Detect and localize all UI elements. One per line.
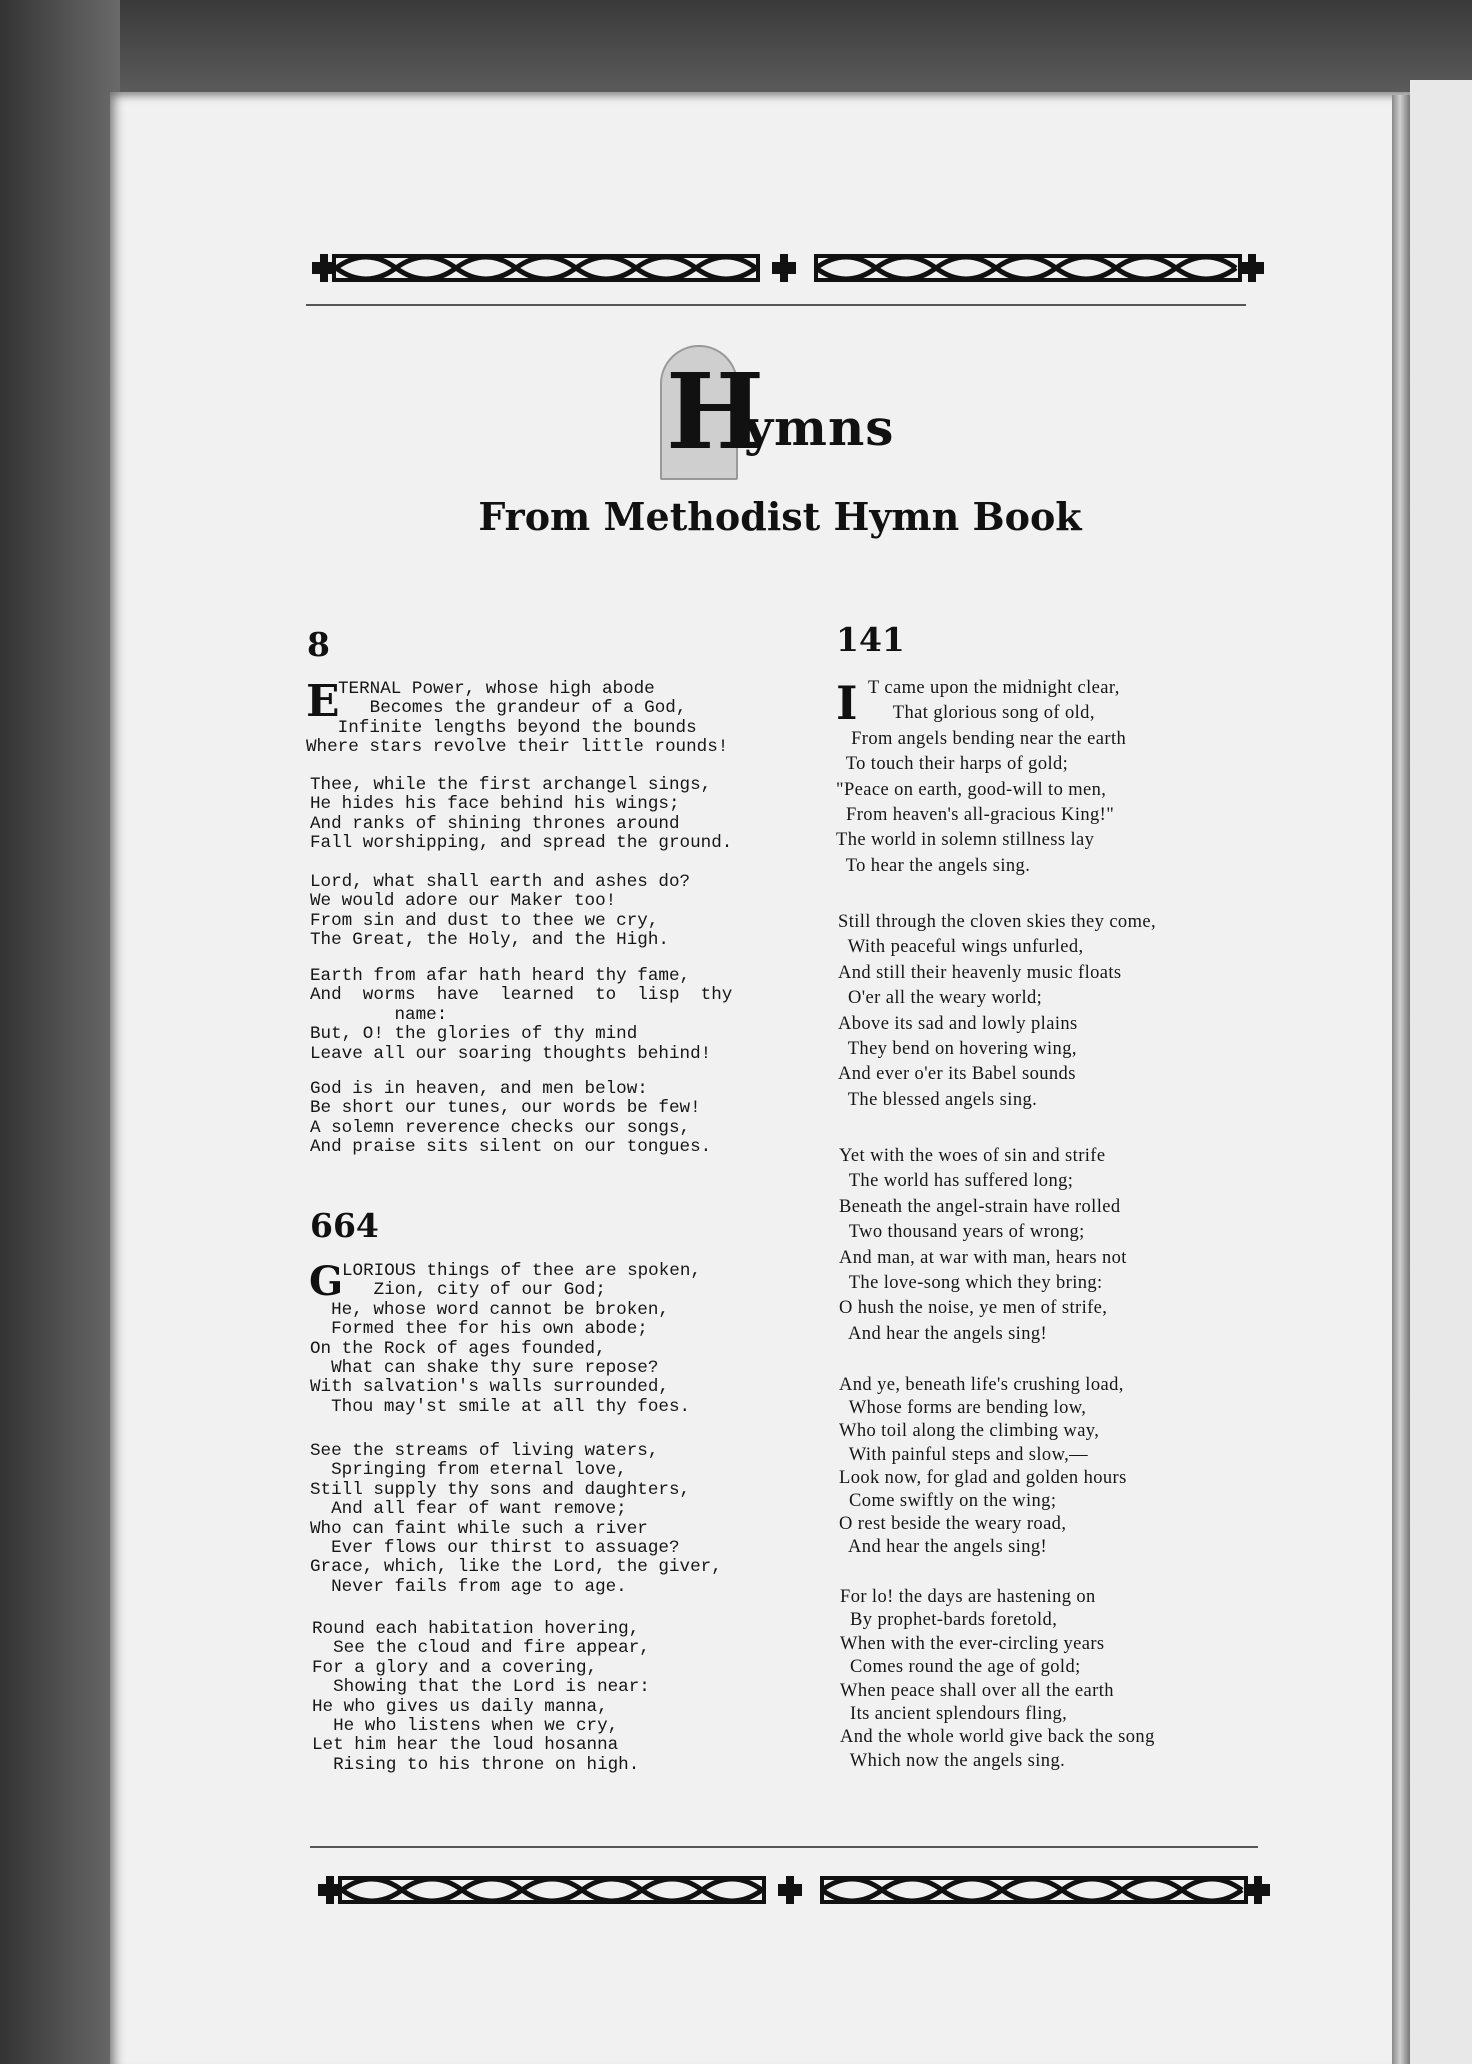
binding-gutter — [1392, 95, 1410, 2064]
verse-8-1: TERNAL Power, whose high abode Becomes the grandeur of a God, Infinite lengths beyond the bounds Where stars revolve their little rounds! — [306, 679, 729, 758]
verse-664-2: See the streams of living waters, Springing from eternal love, Still supply thy sons and daughters, And all fear of want remove; Who can faint while such a river Ever flows our thirst to assuage? Grace, which, like the Lord, the giver, Never fails from age to age. — [310, 1441, 722, 1597]
verse-141-1: T came upon the midnight clear, That glorious song of old, From angels bending near the earth To touch their harps of gold; "Peace on earth, good-will to men, From heaven's all-gracious King!" The world in solemn stillness lay To hear the angels sing. — [836, 678, 1127, 876]
scanner-edge-top — [0, 0, 1472, 95]
verse-141-5: For lo! the days are hastening on By prophet-bards foretold, When with the ever-circling years Comes round the age of gold; When peace shall over all the earth Its ancient splendours fling, And the whole world give back the song Which now the angels sing. — [840, 1587, 1155, 1771]
top-rule — [306, 304, 1246, 306]
ornamental-border-bottom — [312, 1864, 1274, 1916]
verse-664-1: LORIOUS things of thee are spoken, Zion, city of our God; He, whose word cannot be broken, Formed thee for his own abode; On the Rock of ages founded, What can shake thy sure repose? With salvation's walls surrounded, Thou may'st smile at all thy foes. — [310, 1261, 701, 1417]
verse-8-4: Earth from afar hath heard thy fame, And worms have learned to lisp thy name: But, O! the glories of thy mind Leave all our soaring thoughts behind! — [310, 966, 733, 1064]
scanner-edge-left — [0, 0, 120, 2064]
bottom-rule — [310, 1846, 1258, 1848]
hymn-number: 664 — [310, 1206, 379, 1245]
verse-141-3: Yet with the woes of sin and strife The world has suffered long; Beneath the angel-strain have rolled Two thousand years of wrong; And man, at war with man, hears not The love-song which they bring: O hush the noise, ye men of strife, And hear the angels sing! — [839, 1146, 1127, 1344]
verse-141-2: Still through the cloven skies they come, With peaceful wings unfurled, And still their heavenly music floats O'er all the weary world; Above its sad and lowly plains They bend on hovering wing, And ever o'er its Babel sounds The blessed angels sing. — [838, 912, 1157, 1110]
title-initial: H — [666, 350, 765, 473]
page-title: ymns — [744, 398, 895, 457]
ornamental-border-top — [306, 242, 1268, 294]
hymn-number: 141 — [836, 620, 905, 659]
page-subtitle: From Methodist Hymn Book — [478, 494, 1082, 539]
next-page-edge — [1410, 80, 1472, 2064]
verse-141-4: And ye, beneath life's crushing load, Whose forms are bending low, Who toil along the climbing way, With painful steps and slow,— Look now, for glad and golden hours Come swiftly on the wing; O rest beside the weary road, And hear the angels sing! — [839, 1375, 1127, 1558]
verse-664-3: Round each habitation hovering, See the cloud and fire appear, For a glory and a covering, Showing that the Lord is near: He who gives us daily manna, He who listens when we cry, Let him hear the loud hosanna Rising to his throne on high. — [312, 1619, 650, 1775]
drop-cap: I — [836, 676, 858, 730]
verse-8-2: Thee, while the first archangel sings, He hides his face behind his wings; And ranks of shining thrones around Fall worshipping, and spread the ground. — [310, 775, 733, 854]
drop-cap: E — [306, 676, 340, 727]
drop-cap: G — [309, 1258, 344, 1305]
verse-8-3: Lord, what shall earth and ashes do? We would adore our Maker too! From sin and dust to thee we cry, The Great, the Holy, and the High. — [310, 872, 691, 951]
hymn-number: 8 — [307, 625, 330, 664]
verse-8-5: God is in heaven, and men below: Be short our tunes, our words be few! A solemn reverence checks our songs, And praise sits silent on our tongues. — [310, 1079, 712, 1158]
